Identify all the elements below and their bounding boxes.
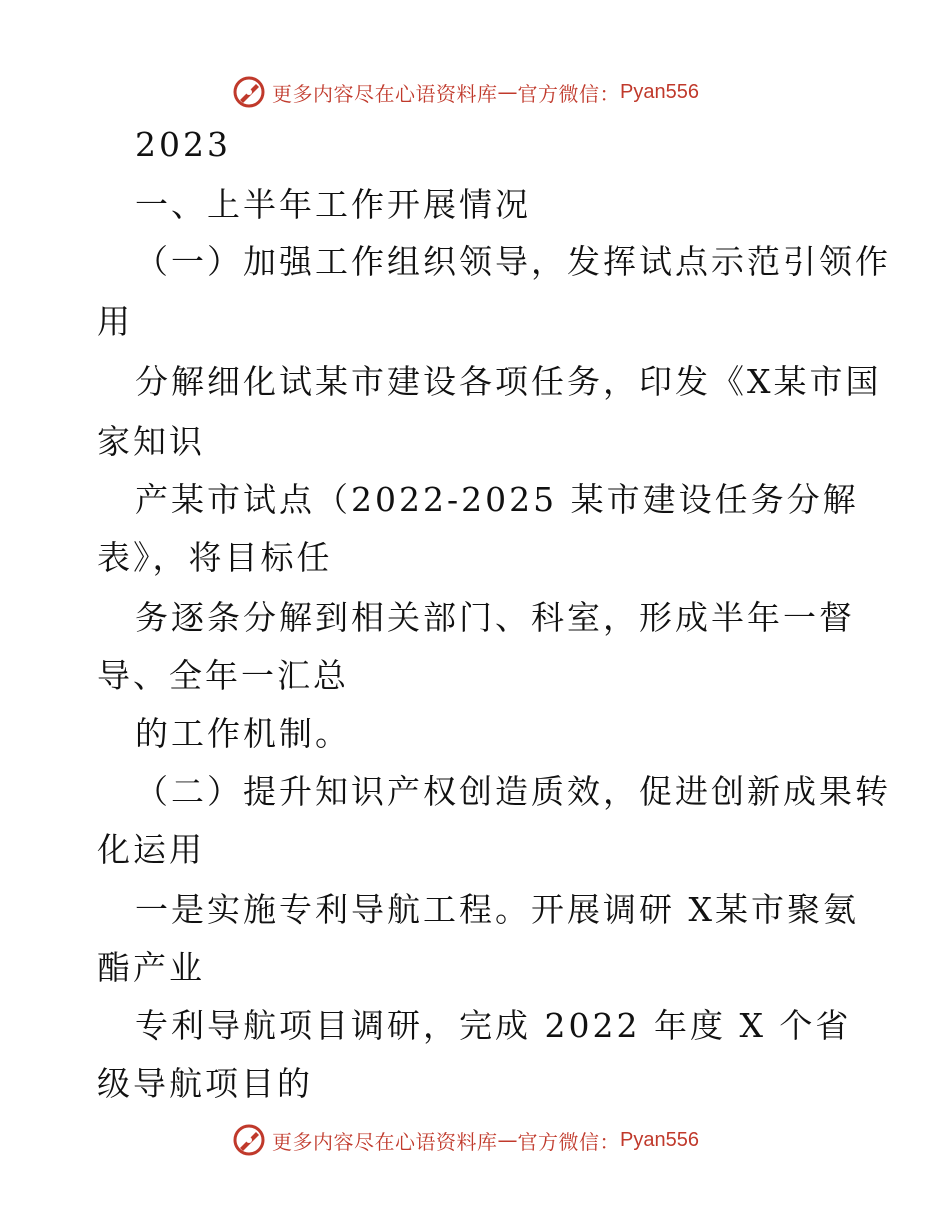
watermark-separator: — (497, 80, 518, 104)
watermark-wechat-label: 官方微信： (517, 81, 620, 106)
subsection-heading: （二）提升知识产权创造质效，促进创新成果转 (135, 772, 891, 811)
body-line: 产某市试点（2022-2025 某市建设任务分解 (135, 480, 859, 519)
body-line: 分解细化试某市建设各项任务，印发《X某市国 (135, 362, 882, 401)
body-line: 专利导航项目调研，完成 2022 年度 X 个省 (135, 1006, 852, 1045)
subsection-heading-continued: 化运用 (97, 830, 205, 869)
subsection-heading: （一）加强工作组织领导，发挥试点示范引领作 (135, 242, 891, 281)
body-line: 的工作机制。 (135, 714, 351, 753)
pen-logo-icon (232, 1123, 266, 1157)
body-line: 一是实施专利导航工程。开展调研 X某市聚氨 (135, 890, 859, 929)
body-line: 酯产业 (97, 948, 205, 987)
watermark-wechat-id: Pyan556 (620, 1128, 699, 1151)
watermark-separator: — (497, 1128, 518, 1152)
body-line: 表》，将目标任 (97, 538, 333, 577)
body-line: 家知识 (97, 422, 205, 461)
body-line: 务逐条分解到相关部门、科室，形成半年一督 (135, 598, 855, 637)
watermark-text: 更多内容尽在心语资料库 (272, 1129, 498, 1154)
watermark-wechat-label: 官方微信： (517, 1129, 620, 1154)
footer-watermark (232, 1120, 699, 1160)
section-heading: 一、上半年工作开展情况 (135, 185, 531, 224)
watermark-text: 更多内容尽在心语资料库 (272, 81, 498, 106)
body-line: 导、全年一汇总 (97, 656, 349, 695)
body-line: 级导航项目的 (97, 1064, 313, 1103)
watermark-wechat-id: Pyan556 (620, 80, 699, 103)
body-line: 2023 (135, 125, 231, 164)
subsection-heading-continued: 用 (97, 302, 133, 341)
